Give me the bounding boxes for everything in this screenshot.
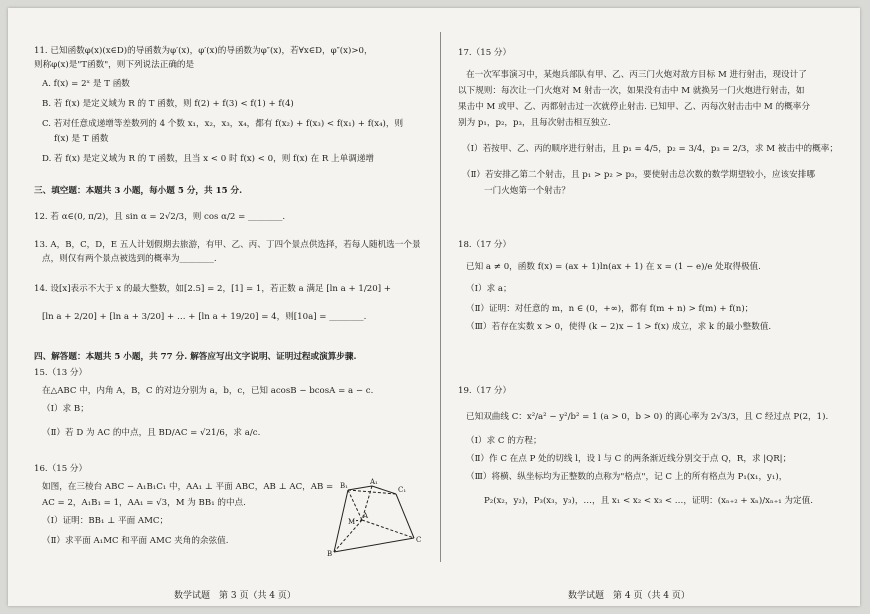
q17-stem-line1: 在一次军事演习中，某炮兵部队有甲、乙、丙三门火炮对敌方目标 M 进行射击，现设计了: [466, 70, 807, 80]
label-B: B: [327, 550, 333, 556]
q11-option-c-line2: f(x) 是 T 函数: [54, 134, 109, 144]
label-B1: B₁: [340, 482, 348, 490]
label-M: M: [348, 518, 356, 526]
left-page: [34, 8, 429, 606]
q18-part1: （Ⅰ）求 a；: [466, 284, 512, 294]
q11-option-c-line1: C. 若对任意成递增等差数列的 4 个数 x₁，x₂，x₃，x₄，都有 f(x₂) + f(x₃) < f(x₁) + f(x₄)，则: [42, 119, 404, 129]
right-page-footer: 数学试题 第 4 页（共 4 页）: [568, 591, 690, 601]
q18-header: 18.（17 分）: [458, 240, 512, 250]
page-divider: [440, 32, 441, 562]
q17-stem-line4: 别为 p₁，p₂，p₃，且每次射击相互独立.: [458, 118, 611, 128]
q19-part3-line2: P₂(x₂，y₂)，P₃(x₃，y₃)，…，且 x₁ < x₂ < x₃ < …，证明：(xₙ₊₂ + xₙ)/xₙ₊₁ 为定值.: [484, 496, 813, 506]
q16-stem-line1: 如图，在三棱台 ABC − A₁B₁C₁ 中，AA₁ ⊥ 平面 ABC，AB ⊥ AC，AB =: [42, 482, 334, 492]
q18-stem: 已知 a ≠ 0，函数 f(x) = (ax + 1)ln(ax + 1) 在 x = (1 − e)/e 处取得极值.: [466, 262, 761, 272]
q16-header: 16.（15 分）: [34, 464, 88, 474]
q13-line2: 点，则仅有两个景点被选到的概率为________.: [42, 254, 217, 264]
q17-part1: （Ⅰ）若按甲、乙、丙的顺序进行射击，且 p₁ = 4/5，p₂ = 3/4，p₃ = 2/3，求 M 被击中的概率；: [462, 144, 838, 154]
q17-part2-line2: 一门火炮第一个射击？: [484, 186, 570, 196]
q17-stem-line2: 以下规则：每次让一门火炮对 M 射击一次，如果没有击中 M 就换另一门火炮进行射击，如: [458, 86, 805, 96]
q11-option-d: D. 若 f(x) 是定义域为 R 的 T 函数，且当 x < 0 时 f(x) < 0，则 f(x) 在 R 上单调递增: [42, 154, 375, 164]
section3-heading: 三、填空题：本题共 3 小题，每小题 5 分，共 15 分.: [34, 186, 243, 196]
q16-part1: （Ⅰ）证明：BB₁ ⊥ 平面 AMC；: [42, 516, 169, 526]
q17-header: 17.（15 分）: [458, 48, 512, 58]
q18-part2: （Ⅱ）证明：对任意的 m，n ∈ (0，+∞)，都有 f(m + n) > f(m) + f(n)；: [466, 304, 754, 314]
q16-part2: （Ⅱ）求平面 A₁MC 和平面 AMC 夹角的余弦值.: [42, 536, 229, 546]
q19-part3-line1: （Ⅲ）将横、纵坐标均为正整数的点称为"格点"，记 C 上的所有格点为 P₁(x₁，y₁)，: [466, 472, 788, 482]
q15-part2: （Ⅱ）若 D 为 AC 的中点，且 BD/AC = √21/6，求 a/c.: [42, 428, 261, 438]
section4-heading: 四、解答题：本题共 5 小题，共 77 分. 解答应写出文字说明、证明过程或演算步骤.: [34, 352, 357, 362]
exam-sheet: [8, 8, 860, 606]
q17-part2-line1: （Ⅱ）若安排乙第二个射击，且 p₁ > p₂ > p₃，要使射击总次数的数学期望较小，应该安排哪: [462, 170, 815, 180]
q15-stem: 在△ABC 中，内角 A，B，C 的对边分别为 a，b，c，已知 acosB − bcosA = a − c.: [42, 386, 374, 396]
q19-part1: （Ⅰ）求 C 的方程；: [466, 436, 542, 446]
right-page: [458, 8, 843, 606]
q11-stem-line1: 11. 已知函数φ(x)(x∈D)的导函数为φ′(x)，φ′(x)的导函数为φ″(x)，若∀x∈D，φ″(x)>0，: [34, 46, 373, 56]
q19-stem: 已知双曲线 C：x²/a² − y²/b² = 1 (a > 0，b > 0) 的离心率为 2√3/3，且 C 经过点 P(2，1).: [466, 412, 829, 422]
q14-line1: 14. 设[x]表示不大于 x 的最大整数，如[2.5] = 2，[1] = 1，若正数 a 满足 [ln a + 1/20] +: [34, 284, 392, 294]
label-C1: C₁: [398, 486, 407, 494]
q19-header: 19.（17 分）: [458, 386, 512, 396]
q11-option-b: B. 若 f(x) 是定义域为 R 的 T 函数，则 f(2) + f(3) < f(1) + f(4): [42, 99, 294, 109]
q12: 12. 若 α∈(0, π/2)，且 sin α = 2√2/3，则 cos α/2 = ________.: [34, 212, 286, 222]
left-page-footer: 数学试题 第 3 页（共 4 页）: [174, 591, 296, 601]
q14-line2: [ln a + 2/20] + [ln a + 3/20] + … + [ln a + 19/20] = 4，则[10a] = ________.: [42, 312, 367, 322]
q13-line1: 13. A，B，C，D，E 五人计划假期去旅游，有甲、乙、丙、丁四个景点供选择，若每人随机选一个景: [34, 240, 421, 250]
q16-stem-line2: AC = 2，A₁B₁ = 1，AA₁ = √3，M 为 BB₁ 的中点.: [42, 498, 246, 508]
label-A1: A₁: [370, 478, 378, 486]
label-A: A: [363, 512, 369, 520]
q19-part2: （Ⅱ）作 C 在点 P 处的切线 l，设 l 与 C 的两条渐近线分别交于点 Q，R，求 |QR|；: [466, 454, 792, 464]
label-C: C: [416, 536, 422, 544]
q15-header: 15.（13 分）: [34, 368, 88, 378]
q15-part1: （Ⅰ）求 B；: [42, 404, 89, 414]
q11-option-a: A. f(x) = 2ˣ 是 T 函数: [42, 79, 130, 89]
q18-part3: （Ⅲ）若存在实数 x > 0，使得 (k − 2)x − 1 > f(x) 成立，求 k 的最小整数值.: [466, 322, 772, 332]
q11-stem-line2: 则称φ(x)是"T函数"，则下列说法正确的是: [34, 60, 195, 70]
q17-stem-line3: 果击中 M 或甲、乙、丙都射击过一次就停止射击. 已知甲、乙、丙每次射击击中 M 的概率分: [458, 102, 810, 112]
frustum-figure: [326, 476, 426, 556]
